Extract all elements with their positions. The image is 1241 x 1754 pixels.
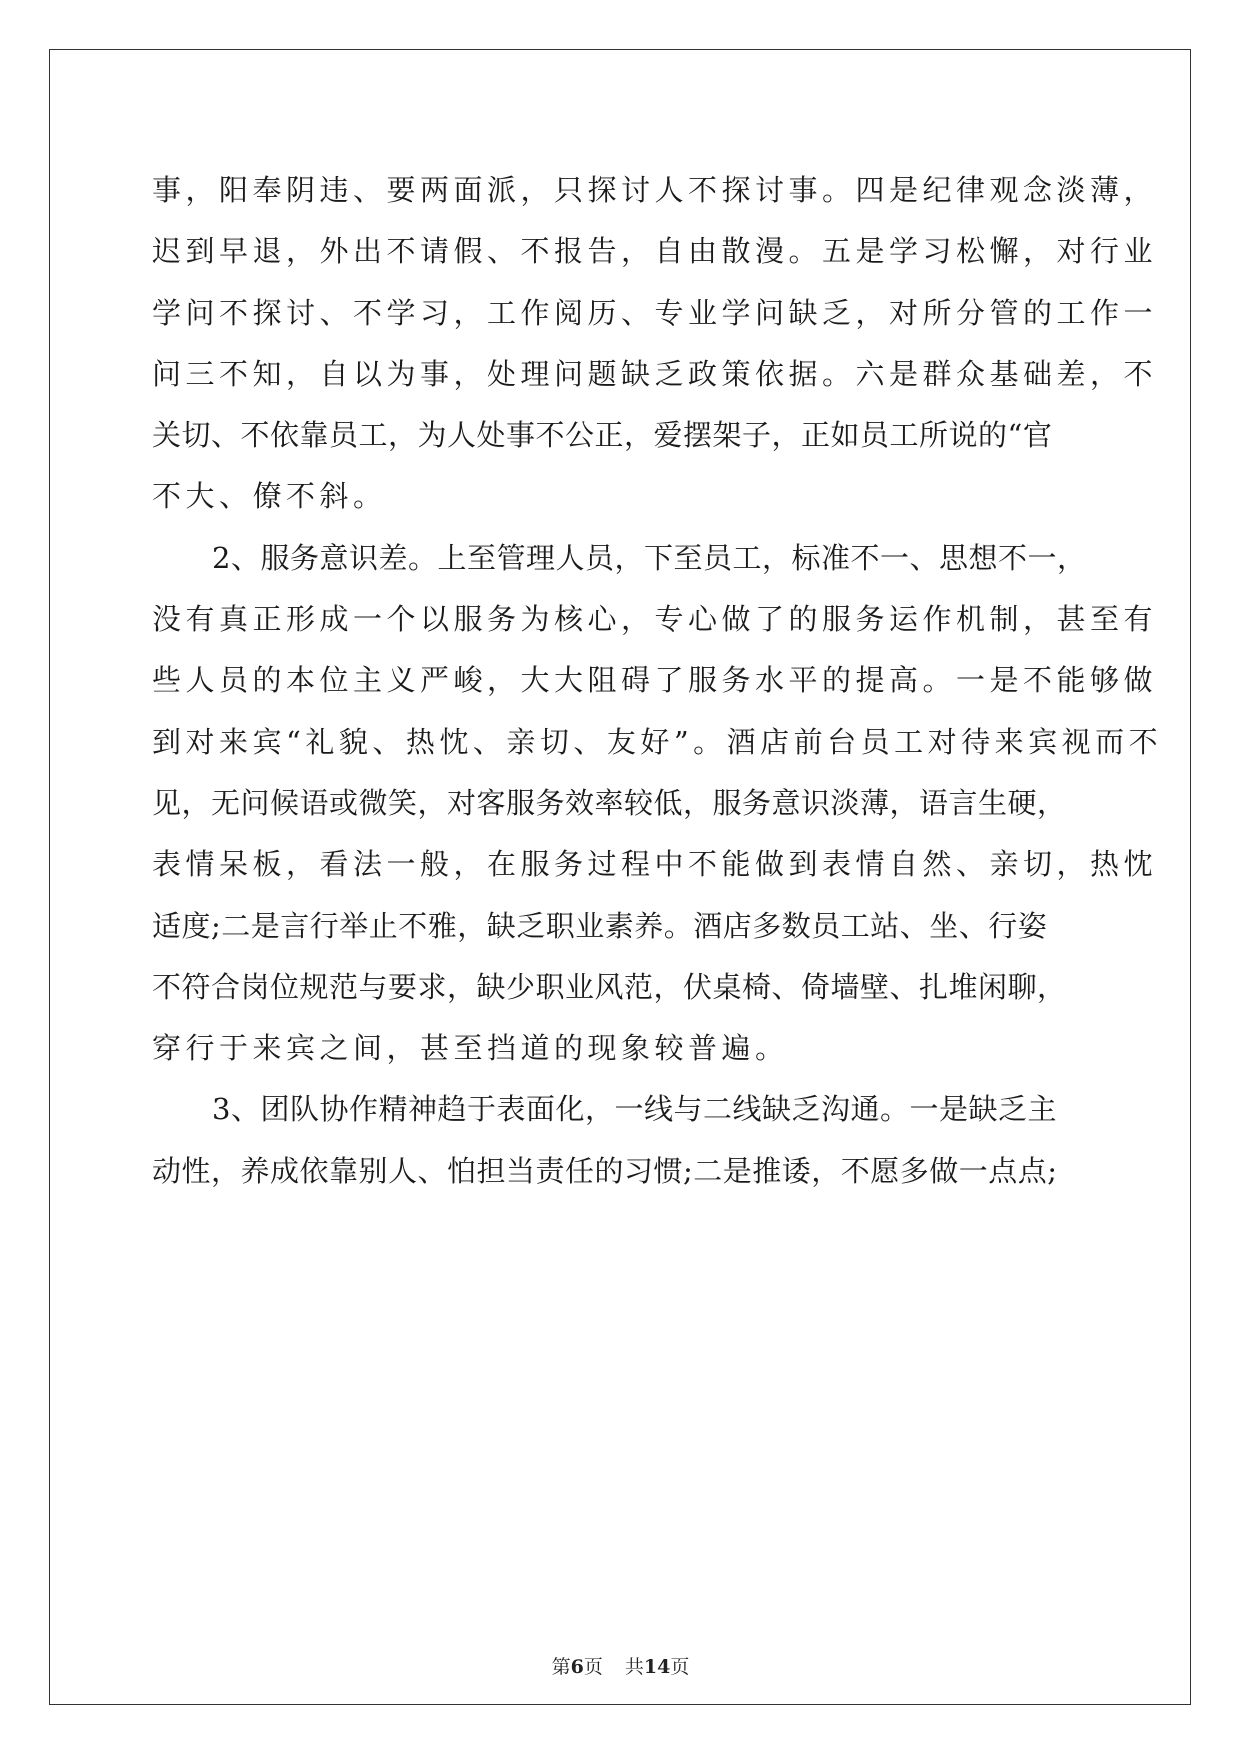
current-page-number: 6	[570, 1656, 584, 1678]
text-line: 事，阳奉阴违、要两面派，只探讨人不探讨事。四是纪律观念淡薄，	[152, 173, 1158, 207]
total-pages-number: 14	[643, 1656, 671, 1678]
paragraph-start-line: 3、团队协作精神趋于表面化，一线与二线缺乏沟通。一是缺乏主	[212, 1092, 1057, 1127]
text-line: 动性，养成依靠别人、怕担当责任的习惯;二是推诿，不愿多做一点点;	[152, 1153, 1058, 1188]
text-line: 表情呆板，看法一般，在服务过程中不能做到表情自然、亲切，热忱	[152, 847, 1158, 882]
text-line: 见，无问候语或微笑，对客服务效率较低，服务意识淡薄，语言生硬，	[152, 785, 1067, 820]
text-line: 学问不探讨、不学习，工作阅历、专业学问缺乏，对所分管的工作一	[152, 295, 1158, 330]
text-line: 问三不知，自以为事，处理问题缺乏政策依据。六是群众基础差，不	[152, 356, 1158, 391]
text-line: 穿行于来宾之间，甚至挡道的现象较普遍。	[152, 1031, 789, 1066]
text-line: 关切、不依靠员工，为人处事不公正，爱摆架子，正如员工所说的“官	[152, 418, 1053, 453]
page-footer	[0, 1652, 1241, 1679]
text-line: 没有真正形成一个以服务为核心，专心做了的服务运作机制，甚至有	[152, 602, 1158, 637]
text-line: 到对来宾“礼貌、热忱、亲切、友好”。酒店前台员工对待来宾视而不	[152, 724, 1163, 759]
text-line: 些人员的本位主义严峻，大大阻碍了服务水平的提高。一是不能够做	[152, 663, 1158, 698]
page-suffix: 页	[583, 1656, 603, 1678]
page-prefix: 第	[551, 1656, 571, 1678]
paragraph-start-line: 2、服务意识差。上至管理人员，下至员工，标准不一、思想不一，	[212, 540, 1087, 575]
text-line: 适度;二是言行举止不雅，缺乏职业素养。酒店多数员工站、坐、行姿	[152, 908, 1048, 943]
document-body	[152, 160, 1163, 1202]
text-line: 不符合岗位规范与要求，缺少职业风范，伏桌椅、倚墙壁、扎堆闲聊，	[152, 969, 1067, 1004]
total-suffix: 页	[670, 1656, 690, 1678]
text-line: 迟到早退，外出不请假、不报告，自由散漫。五是学习松懈，对行业	[152, 234, 1158, 269]
total-prefix: 共	[624, 1656, 644, 1678]
text-line: 不大、僚不斜。	[152, 479, 387, 514]
